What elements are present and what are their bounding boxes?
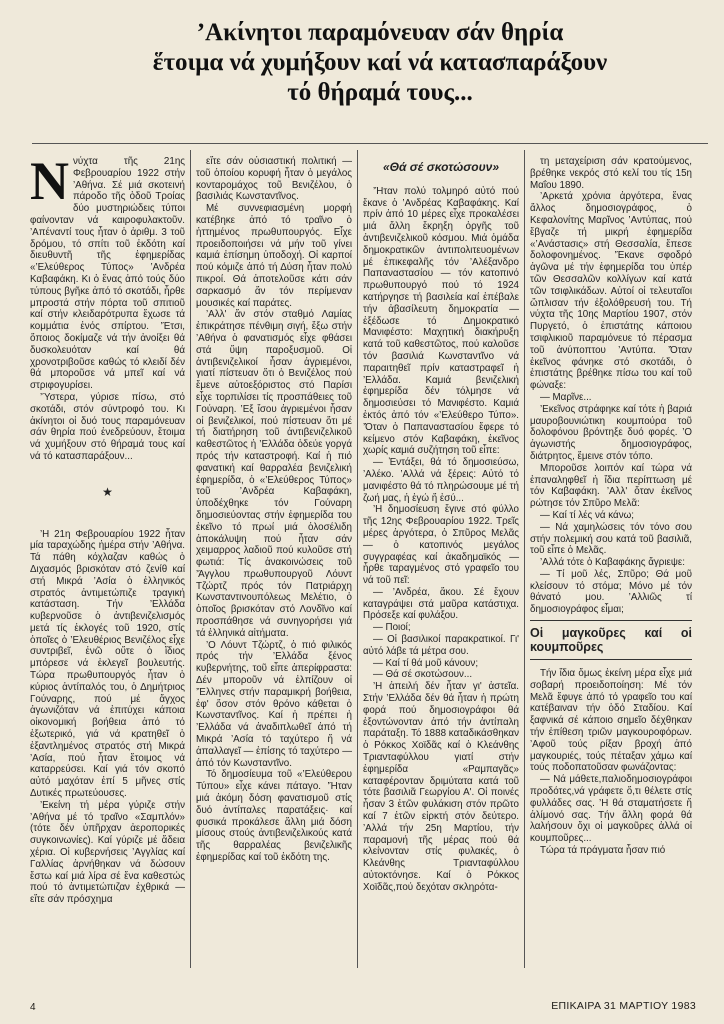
paragraph: ’Εκεῖνος στράφηκε καί τότε ἡ βαριά μαυροβουνιώτικη κουμπούρα τοῦ δολοφόνου βρόντηξε δυό φορές. ’Ο ἀγωνιστής δημοσιογράφος, διάτρητος, ἔμεινε στόν τόπο. [530, 403, 692, 462]
paragraph: τη μεταχείριση σάν κρατούμενος, βρέθηκε νεκρός στό κελί του τίς 15η Μαΐου 1890. [530, 156, 692, 191]
headline-rule [32, 143, 708, 144]
article-column-1 [30, 156, 185, 974]
article-column-2 [196, 156, 352, 974]
article-column-3 [363, 156, 519, 974]
column-divider-2 [357, 150, 358, 968]
paragraph: ’Ήταν πολύ τολμηρό αὐτό πού ἔκανε ὁ ’Ανδρέας Καβαφάκης. Καί πρίν ἀπό 10 μέρες εἶχε προκαλέσει μιά ἄλλη ἔκρηξη ὀργῆς τοῦ ἀντιβενιζελικοῦ κόσμου. Μιά ὁμάδα δημοκρατικῶν ἀντιπολιτευομένων μέ ἐπικεφαλῆς τόν ’Αλέξανδρο Παπαναστασίου — τόν κατοπινό πρωθυπουργό πού τό 1924 κατήργησε τή βασιλεία καί ἐπέβαλε τήν ἀβασίλευτη δημοκρατία — ἐξέδωσε τό Δημοκρατικό Μανιφέστο: Μαχητική διακήρυξη κατά τοῦ καθεστῶτος, πού καλοῦσε τόν βασιλιά Κωνσταντῖνο νά παραιτηθεῖ πρίν καταστραφεῖ ἡ ’Ελλάδα. Καμιά βενιζελική ἐφημερίδα δέν τόλμησε νά δημοσιεύσει τό Μανιφέστο. Καμιά ἐκτός ἀπό τόν «’Ελεύθερο Τύπο». ’Όταν ὁ Παπαναστασίου ἔφερε τό κείμενο στόν Καβαφάκη, ἐκεῖνος χωρίς καμιά συζήτηση τοῦ εἶπε: [363, 185, 519, 457]
subheading: «Θά σέ σκοτώσουν» [382, 160, 500, 174]
paragraph: Τήν ἴδια ὅμως ἐκείνη μέρα εἶχε μιά σοβαρή προειδοποίηση: Μέ τόν Μελᾶ ἔφυγε ἀπό τό γραφεῖο του καί κατέβαιναν τήν ὁδό Σταδίου. Καί ξαφνικά σέ κάποιο σημεῖο δέχθηκαν τήν ἐπίθεση τριῶν μαγκουροφόρων. ’Αφοῦ τούς ρίξαν βροχή ἀπό μαγκουριές, τούς πέταξαν χάμω καί τούς ποδοπατοῦσαν φωνάζοντας: [530, 668, 692, 774]
paragraph: Τό δημοσίευμα τοῦ «’Ελεύθερου Τύπου» εἶχε κάνει πάταγο. ’Ήταν μιά ἀκόμη δόση φανατισμοῦ στίς δυό ἀντίπαλες παρατάξεις· καί φυσικά προκάλεσε ἄλλη μιά δόση μίσους στούς ἀντιβενιζελικούς κατά τῆς θαρραλέας βενιζελικῆς ἐφημερίδας καί τοῦ ἐκδότη της. [196, 769, 352, 864]
paragraph: ’Αρκετά χρόνια ἀργότερα, ἕνας ἄλλος δημοσιογράφος, ὁ Κεφαλονίτης Μαρῖνος ’Αντύπας, πού ἔβγαζε τή μικρή ἐφημερίδα «’Ανάστασις» στή Θεσσαλία, ἔπεσε δολοφονημένος. ’Έκανε σφοδρό ἀγῶνα μέ τήν ἐφημερίδα του ὑπέρ τῶν Θεσσαλῶν κολλίγων καί κατά τῶν τσιφλικάδων. Αὐτοί οἱ τελευταῖοι ὤπλισαν τήν ἐξολόθρευσή του. Τή νύχτα τῆς 10ης Μαρτίου 1907, στόν Πυργετό, ὁ ἐπιστάτης κάποιου τσιφλικιοῦ παραμόνευε τό πέρασμα τοῦ ἀνύποπτου ’Αντύπα. ’Όταν ἐκεῖνος φάνηκε στό σκοτάδι, ὁ ἐπιστάτης βρέθηκε πίσω του καί τοῦ φώναξε: [530, 191, 692, 392]
drop-cap: Ν [30, 156, 69, 211]
paragraph: Τώρα τά πράγματα ἦσαν πιό [540, 845, 666, 857]
paragraph: ’Η δημοσίευση ἔγινε στό φύλλο τῆς 12ης Φεβρουαρίου 1922. Τρεῖς μέρες ἀργότερα, ὁ Σπῦρος Μελᾶς — ὁ κατοπινός μεγάλος συγγραφέας καί ἀκαδημαϊκός — ἦρθε ταραγμένος στό γραφεῖο του νά τοῦ πεῖ: [363, 504, 519, 587]
paragraph: — Ἐντάξει, θά τό δημοσιεύσω, ’Αλέκο. ’Αλλά νά ξέρεις: Αὐτό τό μανιφέστο θά τό πληρώσουμε μέ τή ζωή μας, ἡ ἐγώ ἤ ἐσύ... [363, 457, 519, 504]
paragraph: ’Εκείνη τή μέρα γύριζε στήν ’Αθήνα μέ τό τραῖνο «Σαμπλόν» (τότε δέν ὑπῆρχαν ἀεροπορικές συγκοινωνίες). Καί γύριζε μέ ἄδεια χέρια. Οἱ κυβερνήσεις ’Αγγλίας καί Γαλλίας ἀρνήθηκαν νά δώσουν ἔστω καί μιά λίρα σέ ἕνα καθεστώς πού τό ἀντιμετώπιζαν ἐχθρικά — εἴτε σάν πρόσχημα [30, 799, 185, 906]
paragraph: — ’Ανδρέα, ἄκου. Σέ ἔχουν καταγράψει στά μαῦρα κατάστιχα. Πρόσεξε καί φυλάξου. [363, 586, 519, 622]
paragraph: ’Η ἀπειλή δέν ἦταν γι' ἀστεῖα. Στήν ’Ελλάδα δέν θά ἦταν ἡ πρώτη φορά πού δημοσιογράφοι θά ἐξοντώνονταν ἀπό τήν ἀντίπαλη παράταξη. Τό 1888 καταδικάσθηκαν ὁ Ρόκκος Χοϊδᾶς καί ὁ Κλεάνθης Τριανταφύλλου γιατί στήν ἐφημερίδα «Ραμπαγᾶς» καταφέρονταν δριμύτατα κατά τοῦ τότε βασιλιᾶ Γεωργίου Α'. Οἱ ποινές ἦσαν 3 ἐτῶν φυλάκιση στόν πρῶτο καί 7 ἐτῶν εἱρκτή στόν δεύτερο. ’Αλλά τήν 25η Μαρτίου, τήν παραμονή τῆς μέρας πού θά κλείνονταν στίς φυλακές, ὁ Κλεάνθης Τριανταφύλλου αὐτοκτόνησε. Καί ὁ Ρόκκος Χοϊδᾶς,πού δεχόταν σκληρότα- [363, 681, 519, 893]
paragraph: ’Αλλ' ἄν στόν σταθμό Λαμίας ἐπικράτησε πένθιμη σιγή, ἔξω στήν ’Αθήνα ὁ φανατισμός εἶχε φθάσει στά ὕψη παροξυσμοῦ. Οἱ ἀντιβενιζελικοί ἦσαν ἀγριεμένοι, γιατί πίστευαν ὅτι ὁ Βενιζέλος πού ἔμενε αὐτοεξόριστος στό Παρίσι εἶχε τορπιλίσει τίς προσπάθειες τοῦ Γούναρη. ’Εξ ἴσου ἀγριεμένοι ἦσαν οἱ βενιζελικοί, πού πίστευαν ὅτι μέ τή διατήρηση τοῦ ἀντιβενιζελικοῦ καθεστῶτος ἡ ’Ελλάδα ὁδεύε γοργά πρός τήν καταστροφή. Καί ἡ πιό φανατική καί θαρραλέα βενιζελική ἐφημερίδα, ὁ «’Ελεύθερος Τύπος» τοῦ ’Ανδρέα Καβαφάκη, ὑποδέχθηκε τόν Γούναρη δημοσιεύοντας στήν ἐφημερίδα του ἐκεῖνο τό πρωί μιά ὁλοσέλιδη ἀποκάλυψη πού ἦταν σάν χειμαρρος λαδιοῦ πού κυλοῦσε στή φωτιά: Τίς ἀνακοινώσεις τοῦ ’Άγγλου πρωθυπουργοῦ Λόυντ Τζώρτζ πρός τόν Πατριάρχη Κωνσταντινουπόλεως Μελέτιο, ὁ ὁποῖος βρισκόταν στό Λονδῖνο καί προσπάθησε νά συνηγορήσει γιά τά ἑλληνικά αἰτήματα. [196, 309, 352, 639]
paragraph: — Νά χαμηλώσεις τόν τόνο σου στήν πολεμική σου κατά τοῦ βασιλιᾶ, τοῦ εἶπε ὁ Μελᾶς. [530, 521, 692, 557]
headline-line-2: ἕτοιμα νά χυμήξουν καί νά κατασπαράξουν [152, 49, 608, 76]
paragraph: Μποροῦσε λοιπόν καί τώρα νά ἐπαναληφθεῖ ἡ ἴδια περίπτωση μέ τόν Καβαφάκη. ’Αλλ' ὅταν ἐκεῖνος ρώτησε τόν Σπῦρο Μελᾶ: [530, 462, 692, 510]
paragraph: — Θά σέ σκοτώσουν... [373, 669, 473, 681]
article-column-4 [530, 156, 692, 974]
paragraph: — Καί τί θά μοῦ κάνουν; [373, 657, 479, 669]
column-divider-1 [190, 150, 191, 968]
paragraph: ’Η 21η Φεβρουαρίου 1922 ἦταν μία ταραχώδης ἡμέρα στήν ’Αθήνα. Τά πάθη κόχλαζαν καθώς ὁ Διχασμός βρισκόταν στό ζενίθ καί στή Μικρά ’Ασία ὁ ἑλληνικός στρατός ἀντιμετώπιζε τραγική κατάσταση. Τήν ’Ελλάδα κυβερνοῦσε ὁ ἀντιβενιζελισμός μετά τίς ἐκλογές τοῦ 1920, στίς ὁποῖες ὁ ’Ελευθέριος Βενιζέλος εἶχε συντριβεῖ, ἐνῶ οὔτε ὁ ἴδιος μπόρεσε νά ἐκλεγεῖ βουλευτής. Τώρα πρωθυπουργός ἦταν ὁ κύριος ἀντίπαλός του, ὁ Δημήτριος Γούναρης, πού μέ ἄγχος ἀγωνιζόταν νά ἐπιτύχει κάποια οἰκονομική βοήθεια ἀπό τό ἐξωτερικό, γιά νά κρατηθεῖ ὁ ἐξαντλημένος στρατός στή Μικρά ’Ασία, πού ἦταν ἕτοιμος νά καταρρεύσει. Καί γιά τόν σκοπό αὐτό μαχόταν ἐπί 5 μῆνες στίς Δυτικές πρωτεύουσες. [30, 528, 185, 800]
page-number: 4 [30, 1002, 36, 1013]
paragraph: νύχτα τῆς 21ης Φεβρουαρίου 1922 στήν ’Αθήνα. Σέ μιά σκοτεινή πάροδο τῆς ὁδοῦ Τροίας δύο μυστηριώδεις τύποι φαίνονταν νά καιροφυλακτοῦν. ’Απέναντί τους ἦταν ὁ ἀριθμ. 3 τοῦ δρόμου, τό σπίτι τοῦ ἐκδότη καί διευθυντῆ τῆς ἐφημερίδας «’Ελεύθερος Τύπος» ’Ανδρέα Καβαφάκη. Κι ὁ ἕνας ἀπό τούς δύο τύπους βγῆκε ἀπό τό σκοτάδι, ἦρθε μπροστά στήν πόρτα τοῦ σπιτιοῦ καί στήν κλειδαρότρυπα ἔχωσε τά κομμάτια ἑνός σπίρτου. ’Έτσι, ὅποιος δοκίμαζε νά τήν ἀνοίξει θά δυσκολευόταν καί θά χρονοτριβοῦσε καθώς τό κλειδί δέν θά μποροῦσε νά μπεῖ καί νά στριφογυρίσει. [30, 156, 185, 392]
paragraph: ’Ο Λόυντ Τζώρτζ, ὁ πιό φιλικός πρός τήν ’Ελλάδα ξένος κυβερνήτης, τοῦ εἶπε ἀπερίφραστα: Δέν μποροῦν νά ἐλπίζουν οἱ ’Έλληνες στήν παραμικρή βοήθεια, ἐφ' ὅσον στόν θρόνο κάθεται ὁ Κωνσταντῖνος. Καί ἡ πρέπει ἡ ’Ελλάδα νά ἀναδιπλωθεῖ ἀπό τή Μικρά ’Ασία τό ταχύτερο ἤ νά ἀπαλλαγεῖ — ἐπίσης τό ταχύτερο — ἀπό τόν Κωνσταντῖνο. [196, 639, 352, 769]
paragraph: εἴτε σάν οὐσιαστική πολιτική — τοῦ ὁποίου κορυφή ἦταν ὁ μεγάλος κονταρομάχος τοῦ Βενιζέλου, ὁ βασιλιάς Κωνσταντῖνος. [196, 156, 352, 203]
paragraph: — Καί τί λές νά κάνω; [540, 509, 634, 521]
paragraph: — Οἱ βασιλικοί παρακρατικοί. Γι' αὐτό λάβε τά μέτρα σου. [363, 634, 519, 657]
section-star-divider: ★ [102, 484, 113, 499]
column-divider-3 [524, 150, 525, 968]
headline-line-3: τό θήραμά τους... [287, 79, 473, 106]
subheading-boxed: Οἱ μαγκοῦρες καί οἱ κουμποῦρες [530, 620, 692, 660]
headline-line-1: ’Ακίνητοι παραμόνευαν σάν θηρία [196, 19, 564, 46]
paragraph: ’Αλλά τότε ὁ Καβαφάκης ἄγριεψε: [540, 557, 685, 569]
paragraph: ’Ύστερα, γύρισε πίσω, στό σκοτάδι, στόν σύντροφό του. Κι ἀκίνητοι οἱ δυό τους παραμόνευαν σάν θηρία πού ἐνεδρεύουν, ἕτοιμα νά χυμήξουν στό θήραμά τους καί νά τό κατασπαράξουν... [30, 391, 185, 462]
paragraph: — Ποιοί; [373, 622, 411, 634]
paragraph: — Νά μάθετε,παλιοδημοσιογράφοι προδότες,νά γράφετε ὅ,τι θέλετε στίς φυλλάδες σας. ’Η θά σταματήσετε ἤ ἀλίμονό σας. Τήν ἄλλη φορά θά λαλήσουν ὄχι οἱ μαγκοῦρες ἀλλά οἱ κουμποῦρες... [530, 774, 692, 845]
article-headline [60, 18, 700, 108]
magazine-issue-date: ΕΠΙΚΑΙΡΑ 31 ΜΑΡΤΙΟΥ 1983 [551, 1000, 696, 1012]
paragraph: — Μαρῖνε... [540, 391, 592, 403]
paragraph: — Τί μοῦ λές, Σπῦρο; Θά μοῦ κλείσουν τό στόμα; Μόνο μέ τόν θάνατό μου. ’Αλλιῶς τί δημοσιογράφος εἶμαι; [530, 568, 692, 616]
paragraph: Μέ συννεφιασμένη μορφή κατέβηκε ἀπό τό τραῖνο ὁ ἡττημένος πρωθυπουργός. Εἶχε προειδοποιήσει νά μήν τοῦ γίνει καμιά ἐπίσημη ὑποδοχή. Οἱ καρποί πού κόμιζε ἀπό τή Δύση ἦταν πολύ πικροί. Θά ἀποτελοῦσε κάτι σάν σαρκασμό ἄν τόν περίμεναν μουσικές καί παράτες. [196, 203, 352, 309]
